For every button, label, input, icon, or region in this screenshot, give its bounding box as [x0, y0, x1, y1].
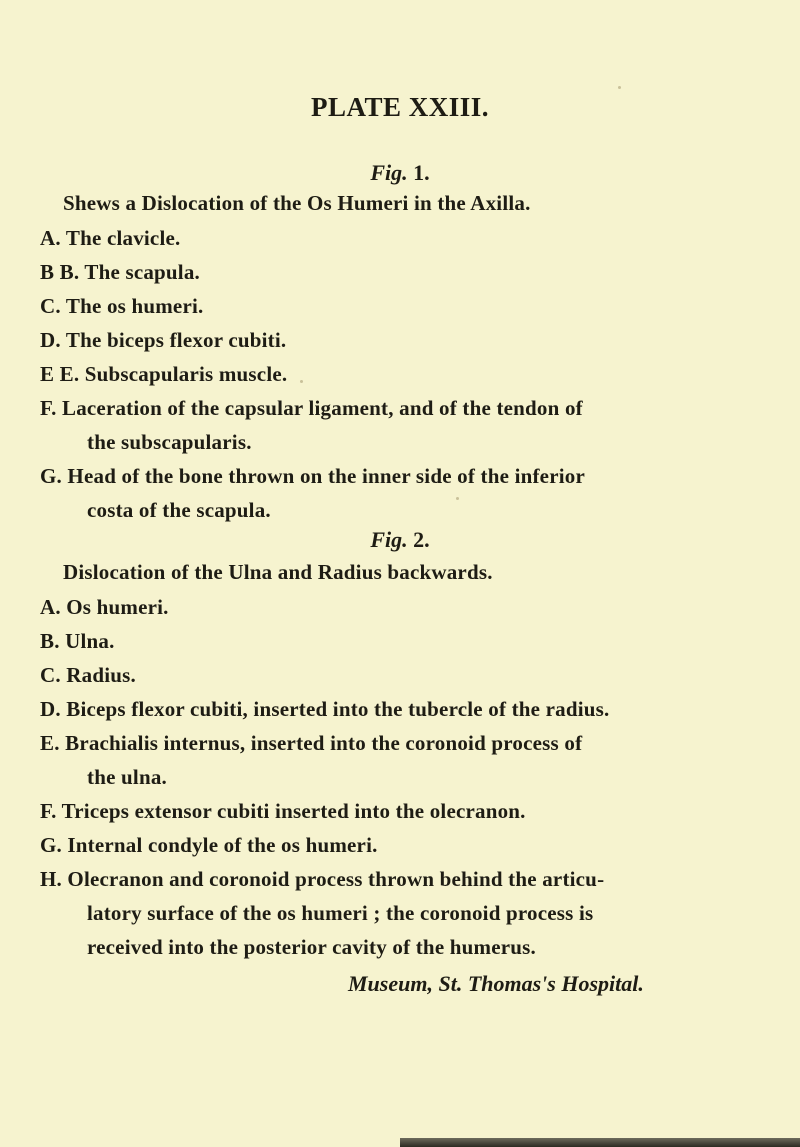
fig2-item-g-text: G. Internal condyle of the os humeri.: [40, 833, 378, 857]
fig1-item-a: [40, 226, 720, 251]
fig1-item-e: [40, 362, 720, 387]
fig2-item-h-continuation: latory surface of the os humeri ; the coronoid process is: [87, 901, 594, 925]
fig2-item-f-text: F. Triceps extensor cubiti inserted into the olecranon.: [40, 799, 526, 823]
fig2-item-a-text: A. Os humeri.: [40, 595, 169, 619]
fig2-item-e-text: E. Brachialis internus, inserted into the coronoid process of: [40, 731, 583, 755]
fig1-item-a-text: A. The clavicle.: [40, 226, 181, 250]
fig2-item-e-continuation: the ulna.: [87, 765, 167, 789]
paper-spot: [618, 86, 621, 89]
fig1-item-d: [40, 328, 720, 353]
fig2-item-h-text: H. Olecranon and coronoid process thrown behind the articu-: [40, 867, 605, 891]
fig2-heading-prefix: Fig.: [370, 527, 408, 552]
fig1-description: Shews a Dislocation of the Os Humeri in the Axilla.: [63, 191, 531, 215]
paper-spot: [300, 380, 303, 383]
paper-spot: [456, 497, 459, 500]
fig1-item-g: [40, 464, 720, 522]
fig1-item-c: [40, 294, 720, 319]
fig1-item-b: [40, 260, 720, 285]
fig2-heading-number: 2.: [413, 527, 430, 552]
fig2-item-c: [40, 663, 720, 688]
fig1-item-f-text: F. Laceration of the capsular ligament, and of the tendon of: [40, 396, 583, 420]
fig1-heading: [0, 160, 800, 186]
fig1-item-g-text: G. Head of the bone thrown on the inner side of the inferior: [40, 464, 585, 488]
fig1-item-c-text: C. The os humeri.: [40, 294, 204, 318]
fig2-item-e: [40, 731, 720, 789]
fig2-item-h-continuation-2: received into the posterior cavity of the humerus.: [87, 935, 536, 959]
fig1-item-d-text: D. The biceps flexor cubiti.: [40, 328, 287, 352]
fig1-heading-prefix: Fig.: [370, 160, 408, 185]
fig1-heading-number: 1.: [413, 160, 430, 185]
plate-title: PLATE XXIII.: [310, 92, 490, 122]
fig2-item-d: [40, 697, 720, 722]
fig1-item-f: [40, 396, 720, 454]
fig2-description: Dislocation of the Ulna and Radius backwards.: [63, 560, 493, 584]
fig2-item-g: [40, 833, 720, 858]
fig1-item-e-text: E E. Subscapularis muscle.: [40, 362, 288, 386]
fig1-item-f-continuation: the subscapularis.: [87, 430, 252, 454]
fig2-item-d-text: D. Biceps flexor cubiti, inserted into the tubercle of the radius.: [40, 697, 610, 721]
fig2-item-b-text: B. Ulna.: [40, 629, 115, 653]
fig2-item-c-text: C. Radius.: [40, 663, 136, 687]
page-bottom-edge: [400, 1138, 800, 1147]
fig2-item-f: [40, 799, 720, 824]
fig2-heading: [0, 527, 800, 553]
fig1-item-b-text: B B. The scapula.: [40, 260, 200, 284]
fig1-item-g-continuation: costa of the scapula.: [87, 498, 271, 522]
fig2-item-h: [40, 867, 720, 959]
museum-credit: Museum, St. Thomas's Hospital.: [348, 971, 644, 996]
fig2-item-a: [40, 595, 720, 620]
fig2-item-b: [40, 629, 720, 654]
